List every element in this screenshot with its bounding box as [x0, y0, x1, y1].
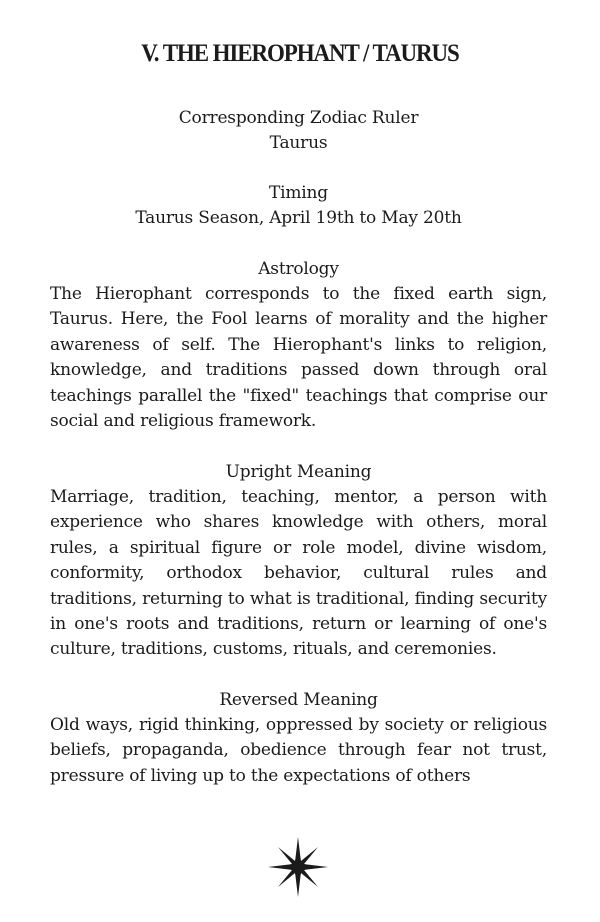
zodiac-section: [50, 106, 547, 156]
upright-body: Marriage, tradition, teaching, mentor, a person with experience who shares knowledge with others, moral rules, a spiritual figure or role model, divine wisdom, conformity, orthodox behavior, cultural rules and traditions, returning to what is traditional, finding security in one's roots and traditions, return or learning of one's culture, traditions, customs, rituals, and ceremonies.: [50, 487, 547, 660]
reversed-body: Old ways, rigid thinking, oppressed by society or religious beliefs, propaganda, obedience through fear not trust, pressure of living up to the expectations of others: [50, 715, 547, 786]
reversed-heading: Reversed Meaning: [219, 690, 378, 710]
upright-heading: Upright Meaning: [225, 462, 372, 482]
reversed-section: [50, 688, 547, 789]
zodiac-heading: Corresponding Zodiac Ruler: [178, 108, 419, 128]
timing-value: Taurus Season, April 19th to May 20th: [135, 208, 462, 228]
astrology-heading: Astrology: [258, 259, 339, 279]
eight-point-star-icon: [268, 837, 328, 897]
astrology-body: The Hierophant corresponds to the fixed earth sign, Taurus. Here, the Fool learns of morality and the higher awareness of self. The Hierophant's links to religion, knowledge, and traditions passed down through oral teachings parallel the "fixed" teachings that comprise our social and religious framework.: [50, 284, 547, 432]
timing-heading: Timing: [269, 183, 328, 203]
timing-section: [50, 181, 547, 231]
zodiac-value: Taurus: [269, 133, 328, 153]
page-title: V. THE HIEROPHANT / TAURUS: [141, 40, 459, 67]
astrology-section: [50, 257, 547, 434]
upright-section: [50, 460, 547, 663]
